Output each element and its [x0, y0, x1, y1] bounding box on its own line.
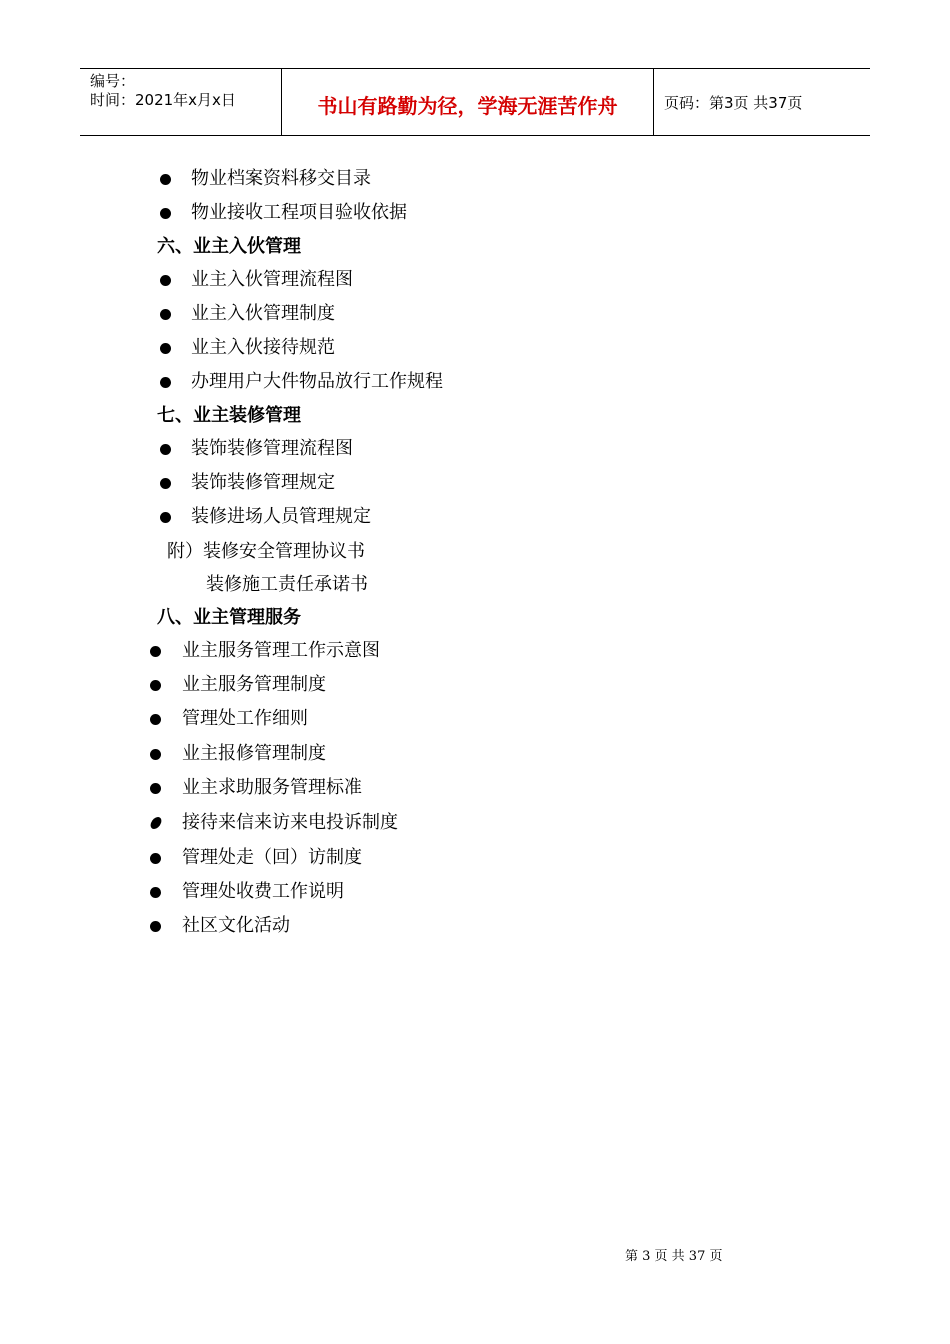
list-item: 业主服务管理制度: [182, 674, 326, 695]
section-heading: 六、业主入伙管理: [157, 236, 301, 257]
number-label: 编号：: [90, 72, 136, 90]
bullet-icon: [150, 887, 161, 898]
list-item: 业主入伙管理流程图: [191, 269, 353, 290]
bullet-icon: [150, 680, 161, 691]
bullet-icon: [150, 921, 161, 932]
bullet-icon: [150, 714, 161, 725]
appendix-item: 附）装修安全管理协议书: [167, 541, 365, 562]
list-item: 业主入伙接待规范: [191, 337, 335, 358]
list-item: 物业档案资料移交目录: [191, 168, 371, 189]
list-item: 管理处工作细则: [182, 708, 308, 729]
list-item: 接待来信来访来电投诉制度: [182, 812, 398, 833]
page-footer: 第 3 页 共 37 页: [625, 1249, 723, 1264]
list-item: 业主求助服务管理标准: [182, 777, 362, 798]
list-item: 办理用户大件物品放行工作规程: [191, 371, 443, 392]
time-label: 时间：2021年x月x日: [90, 91, 236, 109]
section-heading: 七、业主装修管理: [157, 405, 301, 426]
page-header: [80, 68, 870, 136]
bullet-icon: [160, 377, 171, 388]
bullet-icon: [160, 478, 171, 489]
list-item: 业主入伙管理制度: [191, 303, 335, 324]
header-motto: 书山有路勤为径，学海无涯苦作舟: [282, 69, 654, 135]
bullet-icon: [160, 444, 171, 455]
list-item: 物业接收工程项目验收依据: [191, 202, 407, 223]
list-item: 社区文化活动: [182, 915, 290, 936]
bullet-icon: [160, 208, 171, 219]
header-page-info: 页码：第3页 共37页: [664, 93, 803, 112]
list-item: 装饰装修管理规定: [191, 472, 335, 493]
list-item: 装修进场人员管理规定: [191, 506, 371, 527]
appendix-item: 装修施工责任承诺书: [206, 574, 368, 595]
bullet-icon: [160, 174, 171, 185]
list-item: 装饰装修管理流程图: [191, 438, 353, 459]
bullet-icon: [160, 275, 171, 286]
bullet-icon: [149, 817, 163, 829]
bullet-icon: [160, 309, 171, 320]
list-item: 业主服务管理工作示意图: [182, 640, 380, 661]
list-item: 业主报修管理制度: [182, 743, 326, 764]
bullet-icon: [150, 853, 161, 864]
bullet-icon: [160, 512, 171, 523]
bullet-icon: [160, 343, 171, 354]
header-meta: [80, 69, 282, 135]
list-item: 管理处走（回）访制度: [182, 847, 362, 868]
bullet-icon: [150, 646, 161, 657]
list-item: 管理处收费工作说明: [182, 881, 344, 902]
section-heading: 八、业主管理服务: [157, 607, 301, 628]
bullet-icon: [150, 783, 161, 794]
bullet-icon: [150, 749, 161, 760]
